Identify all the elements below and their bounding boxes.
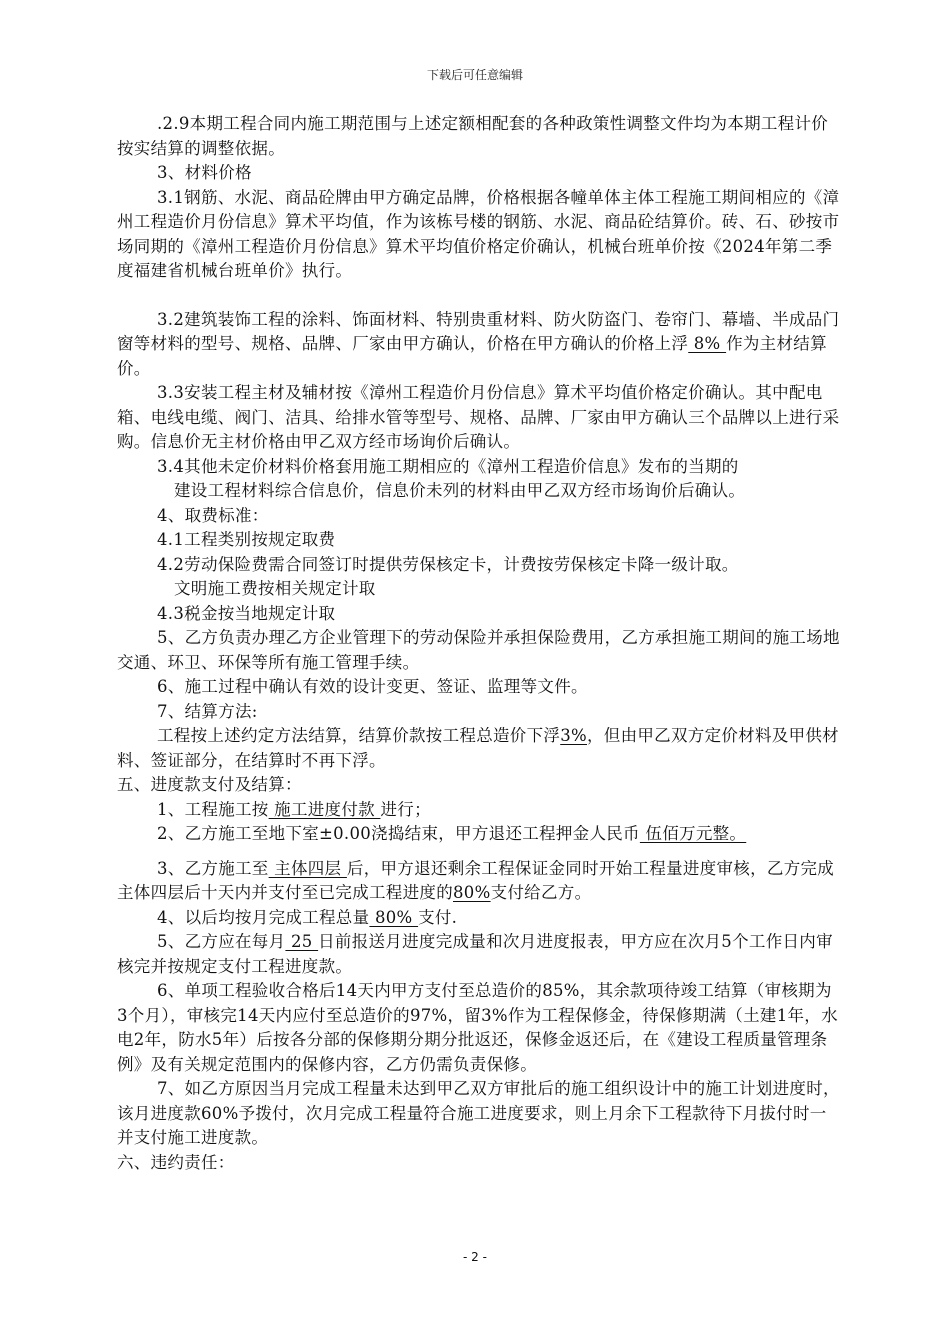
paragraph-3-2 xyxy=(117,308,842,382)
paragraph-3-4: 3.4其他未定价材料价格套用施工期相应的《漳州工程造价信息》发布的当期的 xyxy=(157,456,739,476)
paragraph-5: 5、乙方负责办理乙方企业管理下的劳动保险并承担保险费用，乙方承担施工期间的施工场地交通、环卫、环保等所有施工管理手续。 xyxy=(117,628,840,672)
text-segment: 进行； xyxy=(380,799,431,819)
text-segment: ，但由甲乙双方定价材料及甲供材料、签证部分，在结算时不再下浮。 xyxy=(117,726,839,770)
monthly-percent: 80% xyxy=(369,907,419,927)
payment-item-6: 6、单项工程验收合格后14天内甲方支付至总造价的85%，其余款项待竣工结算（审核期为3个月），审核完14天内应付至总造价的97%，留3%作为工程保修金，待保修期满（土建1年，水电2年，防水5年）后按各分部的保修期分期分批返还，保修金返还后，在《建设工程质量管理条例》及有关规定范围内的保修内容，乙方仍需负责保修。 xyxy=(117,981,838,1074)
text-segment: 3、乙方施工至 xyxy=(157,858,269,878)
paragraph-4-2: 4.2劳动保险费需合同签订时提供劳保核定卡，计费按劳保核定卡降一级计取。 xyxy=(157,554,739,574)
blank-line xyxy=(117,847,842,857)
paragraph-settlement xyxy=(117,724,842,773)
paragraph-7: 7、结算方法: xyxy=(157,701,258,721)
text-segment: 5、乙方应在每月 xyxy=(157,932,286,951)
payment-item-3 xyxy=(117,857,842,906)
paragraph-6: 6、施工过程中确认有效的设计变更、签证、监理等文件。 xyxy=(157,677,588,696)
paragraph-2-9: .2.9本期工程合同内施工期范围与上述定额相配套的各种政策性调整文件均为本期工程计价按实结算的调整依据。 xyxy=(117,114,829,158)
text-segment: 支付. xyxy=(418,907,458,927)
payment-item-2 xyxy=(117,822,842,847)
page-number: - 2 - xyxy=(463,1250,487,1264)
heading-fee-standard: 4、取费标准： xyxy=(157,505,269,525)
payment-method: 施工进度付款 xyxy=(268,799,381,819)
deposit-amount: 伍佰万元整。 xyxy=(639,824,747,843)
heading-payment: 五、进度款支付及结算： xyxy=(117,775,302,794)
text-segment: 支付给乙方。 xyxy=(490,883,592,902)
heading-liability: 六、违约责任： xyxy=(117,1152,235,1172)
heading-material-price: 3、材料价格 xyxy=(157,163,252,182)
paragraph-3-4-cont: 建设工程材料综合信息价，信息价未列的材料由甲乙双方经市场询价后确认。 xyxy=(174,481,746,500)
text-segment: 日前报送月进度完成量和次月进度报表，甲方应在次月5个工作日内审核完并按规定支付工程进度款。 xyxy=(117,932,833,976)
paragraph-3-1: 3.1钢筋、水泥、商品砼牌由甲方确定品牌，价格根据各幢单体主体工程施工期间相应的《漳州工程造价月份信息》算术平均值，作为该栋号楼的钢筋、水泥、商品砼结算价。砖、石、砂按市场同期的《漳州工程造价月份信息》算术平均值价格定价确认，机械台班单价按《2024年第二季度福建省机械台班单价》执行。 xyxy=(117,187,840,280)
text-segment: 1、工程施工按 xyxy=(157,799,269,819)
document-body xyxy=(117,112,842,1175)
payment-item-5 xyxy=(117,930,842,979)
text-segment: 2、乙方施工至地下室±0.00浇捣结束，甲方退还工程押金人民币 xyxy=(157,824,640,843)
text-segment: 后，甲方退还剩余工程保证金同时开始工程量进度审核，乙方完成主体四层后十天内并支付至已完成工程进度的 xyxy=(117,858,835,902)
payment-item-4 xyxy=(117,906,842,931)
paragraph-4-1: 4.1工程类别按规定取费 xyxy=(157,530,336,549)
payment-item-1 xyxy=(117,798,842,823)
markup-rate: 8% xyxy=(688,334,727,353)
blank-line xyxy=(117,284,842,308)
text-segment: 3.2建筑装饰工程的涂料、饰面材料、特别贵重材料、防火防盗门、卷帘门、幕墙、半成品门窗等材料的型号、规格、品牌、厂家由甲方确认，价格在甲方确认的价格上浮 xyxy=(117,309,840,353)
text-segment: 4、以后均按月完成工程总量 xyxy=(157,907,370,927)
paragraph-3-3: 3.3安装工程主材及辅材按《漳州工程造价月份信息》算术平均值价格定价确认。其中配电箱、电线电缆、阀门、洁具、给排水管等型号、规格、品牌、厂家由甲方确认三个品牌以上进行采购。信息价无主材价格由甲乙双方经市场询价后确认。 xyxy=(117,383,840,451)
progress-percent: 80% xyxy=(453,883,491,902)
text-segment: 工程按上述约定方法结算，结算价款按工程总造价下浮 xyxy=(157,726,561,745)
text-segment: 作为主材结算价。 xyxy=(117,334,827,378)
report-day: 25 xyxy=(285,932,319,951)
page-header: 下载后可任意编辑 xyxy=(426,68,523,82)
construction-milestone: 主体四层 xyxy=(268,858,347,878)
payment-item-7: 7、如乙方原因当月完成工程量未达到甲乙双方审批后的施工组织设计中的施工计划进度时，该月进度款60%予拨付，次月完成工程量符合施工进度要求，则上月余下工程款待下月拔付时一并支付施工进度款。 xyxy=(117,1079,840,1147)
paragraph-4-3: 4.3税金按当地规定计取 xyxy=(157,603,336,623)
discount-rate: 3% xyxy=(560,726,587,745)
paragraph-4-2-cont: 文明施工费按相关规定计取 xyxy=(174,579,376,598)
